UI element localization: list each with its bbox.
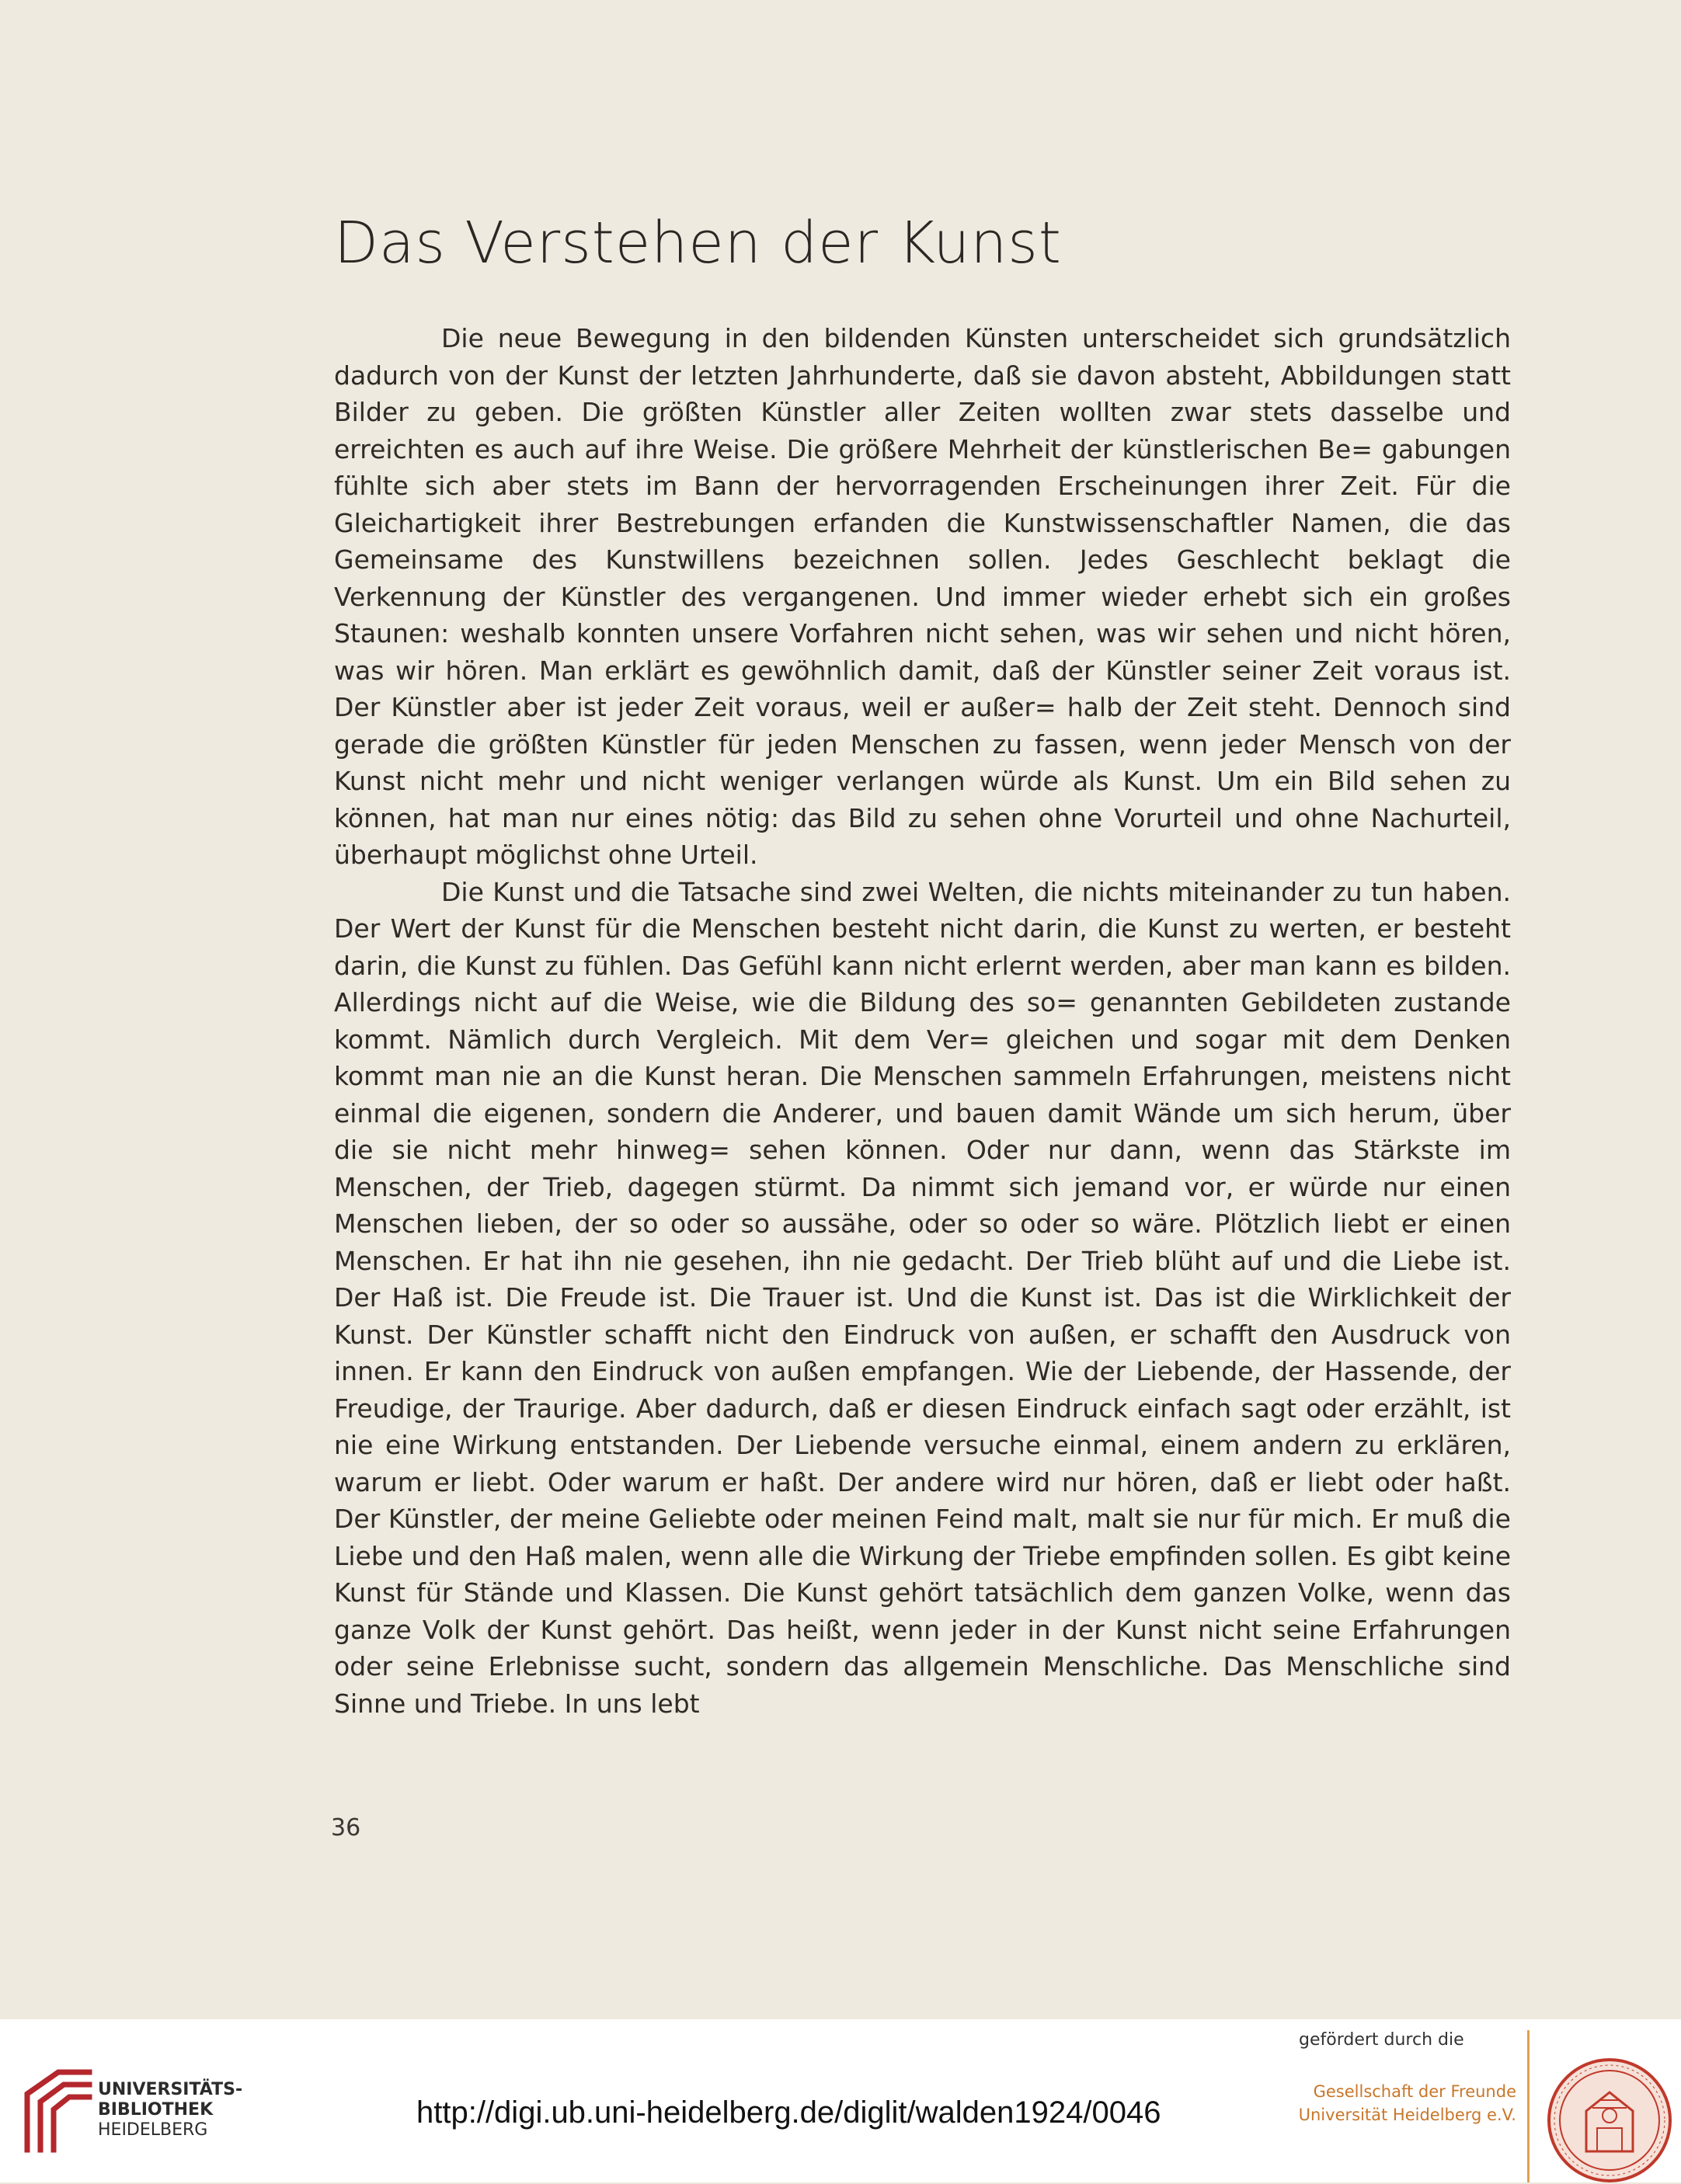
sponsor-caption: gefördert durch die	[1299, 2030, 1464, 2050]
permalink-url[interactable]: http://digi.ub.uni-heidelberg.de/diglit/walden1924/0046	[416, 2095, 1161, 2130]
sponsor-name-line-2: Universität Heidelberg e.V.	[1298, 2106, 1516, 2124]
paragraph-2: Die Kunst und die Tatsache sind zwei Welten, die nichts miteinander zu tun haben. Der Wert der Kunst für die Menschen besteht nicht darin, die Kunst zu werten, er besteht darin, die Kunst zu fühlen. Das Gefühl kann nicht erlernt werden, aber man kann es bilden. Allerdings nicht auf die Weise, wie die Bildung des so= genannten Gebildeten zustande kommt. Nämlich durch Vergleich. Mit dem Ver= gleichen und sogar mit dem Denken kommt man nie an die Kunst heran. Die Menschen sammeln Erfahrungen, meistens nicht einmal die eigenen, sondern die Anderer, und bauen damit Wände um sich herum, über die sie nicht mehr hinweg= sehen können. Oder nur dann, wenn das Stärkste im Menschen, der Trieb, dagegen stürmt. Da nimmt sich jemand vor, er würde nur einen Menschen lieben, der so oder so aussähe, oder so oder so wäre. Plötzlich liebt er einen Menschen. Er hat ihn nie gesehen, ihn nie gedacht. Der Trieb blüht auf und die Liebe ist. Der Haß ist. Die Freude ist. Die Trauer ist. Und die Kunst ist. Das ist die Wirklichkeit der Kunst. Der Künstler schafft nicht den Eindruck von außen, er schafft den Ausdruck von innen. Er kann den Eindruck von außen empfangen. Wie der Liebende, der Hassende, der Freudige, der Traurige. Aber dadurch, daß er diesen Eindruck einfach sagt oder erzählt, ist nie eine Wirkung entstanden. Der Liebende versuche einmal, einem andern zu erklären, warum er liebt. Oder warum er haßt. Der andere wird nur hören, daß er liebt oder haßt. Der Künstler, der meine Geliebte oder meinen Feind malt, malt sie nur für mich. Er muß die Liebe und den Haß malen, wenn alle die Wirkung der Triebe empfinden sollen. Es gibt keine Kunst für Stände und Klassen. Die Kunst gehört tatsächlich dem ganzen Volke, wenn das ganze Volk der Kunst gehört. Das heißt, wenn jeder in der Kunst nicht seine Erfahrungen oder seine Erlebnisse sucht, sondern das allgemein Menschliche. Das Menschliche sind Sinne und Triebe. In uns lebt	[334, 876, 1511, 1719]
sponsor-name	[1299, 2080, 1516, 2127]
paragraph-1: Die neue Bewegung in den bildenden Künsten unterscheidet sich grundsätzlich dadurch von der Kunst der letzten Jahrhunderte, daß sie davon absteht, Abbildungen statt Bilder zu geben. Die größten Künstler aller Zeiten wollten zwar stets dasselbe und erreichten es auch auf ihre Weise. Die größere Mehrheit der künstlerischen Be= gabungen fühlte sich aber stets im Bann der hervorragenden Erscheinungen ihrer Zeit. Für die Gleichartigkeit ihrer Bestrebungen erfanden die Kunstwissenschaftler Namen, die das Gemeinsame des Kunstwillens bezeichnen sollen. Jedes Geschlecht beklagt die Verkennung der Künstler des vergangenen. Und immer wieder erhebt sich ein großes Staunen: weshalb konnten unsere Vorfahren nicht sehen, was wir sehen und nicht hören, was wir hören. Man erklärt es gewöhnlich damit, daß der Künstler seiner Zeit voraus ist. Der Künstler aber ist jeder Zeit voraus, weil er außer= halb der Zeit steht. Dennoch sind gerade die größten Künstler für jeden Menschen zu fassen, wenn jeder Mensch von der Kunst nicht mehr und nicht weniger verlangen würde als Kunst. Um ein Bild sehen zu können, hat man nur eines nötig: das Bild zu sehen ohne Vorurteil und ohne Nachurteil, überhaupt möglichst ohne Urteil.	[334, 323, 1511, 870]
page-number: 36	[331, 1814, 361, 1841]
article-body	[334, 320, 1511, 1722]
page-title: Das Verstehen der Kunst	[334, 210, 1062, 276]
sponsor-name-line-1: Gesellschaft der Freunde	[1313, 2082, 1516, 2101]
library-name-line-3: HEIDELBERG	[98, 2120, 208, 2140]
library-logo-icon	[16, 2063, 93, 2156]
footer-bar	[0, 2019, 1681, 2182]
university-seal-icon	[1546, 2057, 1673, 2184]
library-name-line-2: BIBLIOTHEK	[98, 2100, 214, 2120]
library-name	[98, 2080, 242, 2141]
sponsor-divider	[1527, 2030, 1530, 2182]
library-name-line-1: UNIVERSITÄTS-	[98, 2080, 243, 2099]
